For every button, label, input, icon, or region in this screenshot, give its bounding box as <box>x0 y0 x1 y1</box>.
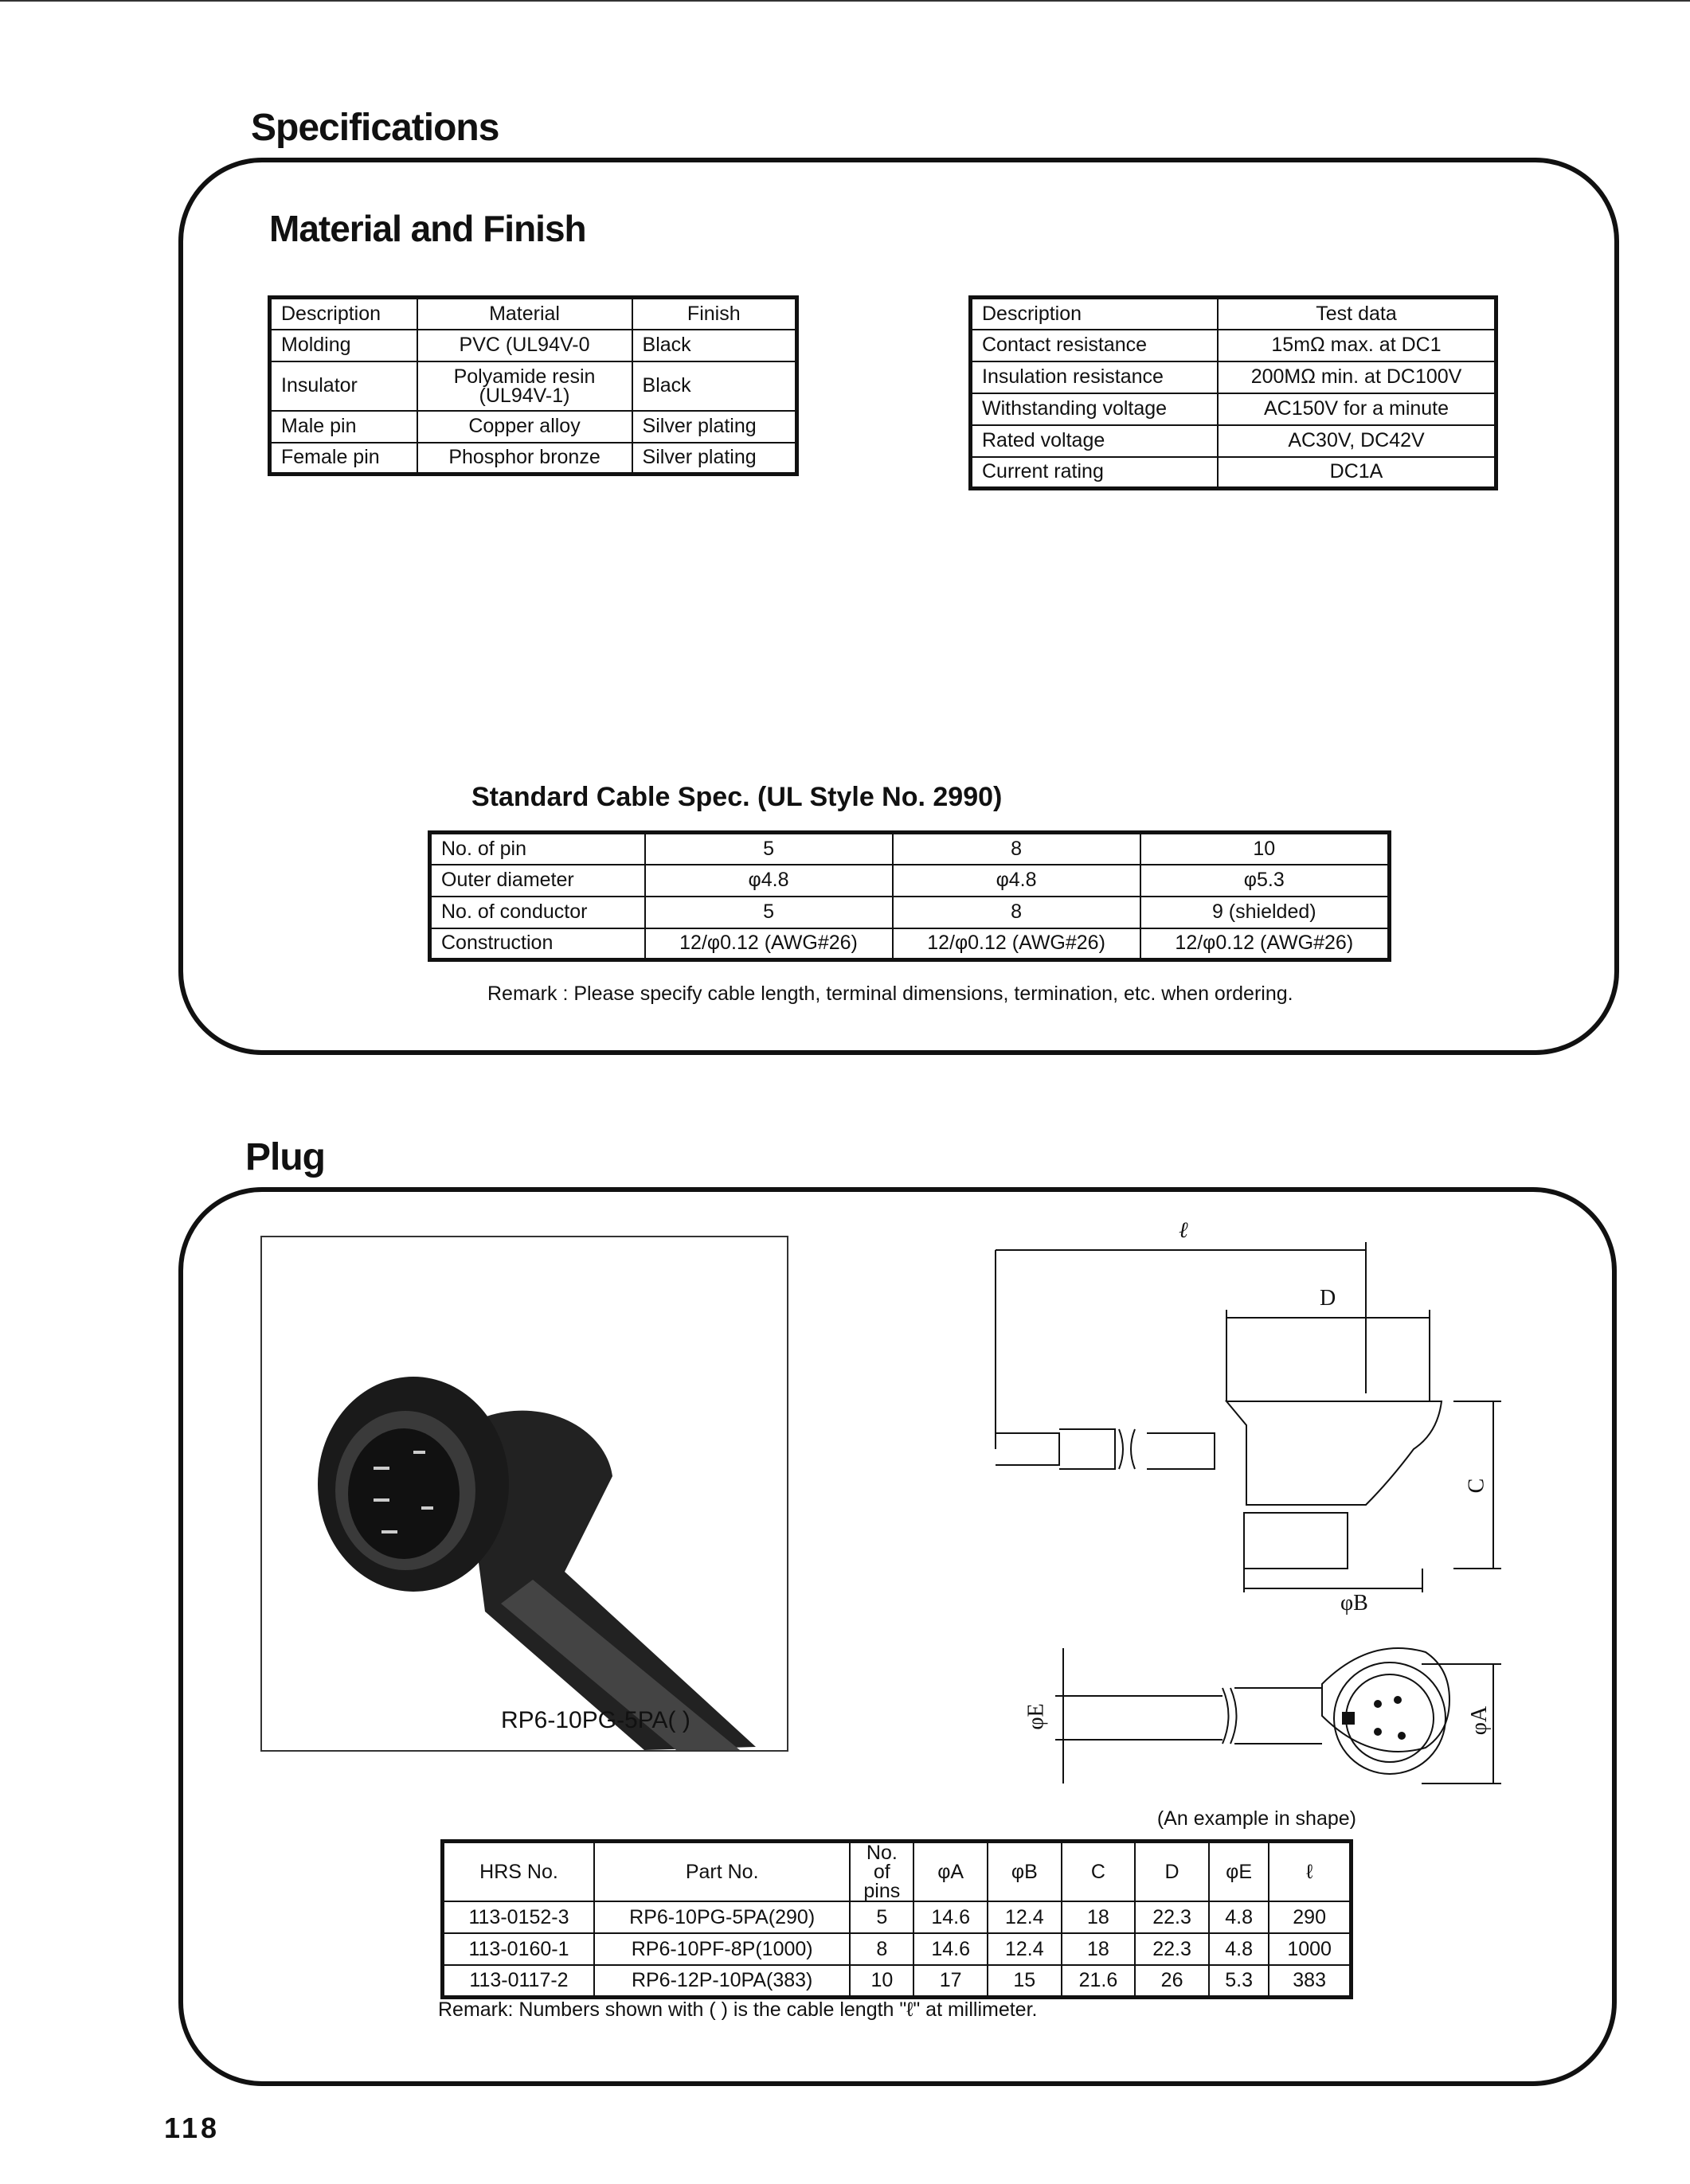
plug-title: Plug <box>245 1136 325 1178</box>
cell: 12/φ0.12 (AWG#26) <box>1140 928 1390 960</box>
cell: 5 <box>645 897 893 928</box>
cell: 15 <box>988 1965 1062 1997</box>
cable-spec-table <box>428 830 1391 962</box>
header-cell: D <box>1135 1842 1209 1902</box>
cell: 5.3 <box>1209 1965 1269 1997</box>
cell: Black <box>632 361 797 411</box>
cell: 5 <box>850 1901 913 1933</box>
header-cell: φE <box>1209 1842 1269 1902</box>
cell: 15mΩ max. at DC1 <box>1218 330 1496 361</box>
table-row <box>270 411 797 443</box>
material-finish-title: Material and Finish <box>269 208 586 249</box>
cell: 9 (shielded) <box>1140 897 1390 928</box>
table-row <box>430 833 1390 865</box>
table-row <box>971 393 1496 425</box>
cell: 5 <box>645 833 893 865</box>
cell: φ4.8 <box>645 865 893 897</box>
cell: Insulation resistance <box>971 361 1219 393</box>
cell: Silver plating <box>632 411 797 443</box>
cell: No. of conductor <box>430 897 645 928</box>
cell: 113-0117-2 <box>443 1965 595 1997</box>
table-row <box>443 1965 1352 1997</box>
page-title: Specifications <box>251 107 499 149</box>
table-row <box>270 330 797 361</box>
cell: 22.3 <box>1135 1933 1209 1965</box>
cell: Female pin <box>270 443 417 475</box>
table-header-row <box>270 298 797 330</box>
table-row <box>971 425 1496 457</box>
cell: RP6-12P-10PA(383) <box>594 1965 850 1997</box>
cell: 290 <box>1269 1901 1351 1933</box>
dimension-drawing <box>976 1218 1509 1799</box>
cell: Polyamide resin (UL94V-1) <box>417 361 632 411</box>
header-cell: HRS No. <box>443 1842 595 1902</box>
header-cell: φB <box>988 1842 1062 1902</box>
dim-label-d: D <box>1320 1286 1336 1311</box>
cell: Black <box>632 330 797 361</box>
cell: Silver plating <box>632 443 797 475</box>
cell: 12.4 <box>988 1901 1062 1933</box>
cell: 12.4 <box>988 1933 1062 1965</box>
cell: φ5.3 <box>1140 865 1390 897</box>
cell: Contact resistance <box>971 330 1219 361</box>
cell: No. of pin <box>430 833 645 865</box>
page-number: 118 <box>164 2112 221 2144</box>
cell: 17 <box>913 1965 988 1997</box>
header-cell: Description <box>971 298 1219 330</box>
cell: 10 <box>1140 833 1390 865</box>
table-header-row <box>443 1842 1352 1902</box>
dim-label-e: φE <box>1023 1703 1049 1730</box>
table-row <box>971 361 1496 393</box>
cell: 18 <box>1062 1901 1136 1933</box>
cell: 8 <box>850 1933 913 1965</box>
cell: 18 <box>1062 1933 1136 1965</box>
cell: RP6-10PG-5PA(290) <box>594 1901 850 1933</box>
cell: Male pin <box>270 411 417 443</box>
material-table <box>268 295 799 476</box>
cell: 8 <box>893 833 1140 865</box>
product-photo-frame <box>260 1236 788 1752</box>
cell: 8 <box>893 897 1140 928</box>
cell: 22.3 <box>1135 1901 1209 1933</box>
connector-outline-drawing <box>976 1218 1509 1799</box>
cell: 12/φ0.12 (AWG#26) <box>893 928 1140 960</box>
cell: Current rating <box>971 457 1219 489</box>
table-row <box>270 443 797 475</box>
dim-label-l: ℓ <box>1179 1218 1188 1243</box>
dim-label-c: C <box>1464 1478 1489 1494</box>
cell: 12/φ0.12 (AWG#26) <box>645 928 893 960</box>
table-row <box>270 361 797 411</box>
cell: 383 <box>1269 1965 1351 1997</box>
table-row <box>430 928 1390 960</box>
cell: 200MΩ min. at DC100V <box>1218 361 1496 393</box>
cell: Molding <box>270 330 417 361</box>
cell: 1000 <box>1269 1933 1351 1965</box>
cable-remark: Remark : Please specify cable length, terminal dimensions, termination, etc. when ordering. <box>487 983 1293 1005</box>
table-row <box>443 1933 1352 1965</box>
cell: Rated voltage <box>971 425 1219 457</box>
cell: Outer diameter <box>430 865 645 897</box>
header-cell: Finish <box>632 298 797 330</box>
cell: 4.8 <box>1209 1901 1269 1933</box>
table-row <box>971 330 1496 361</box>
table-row <box>430 897 1390 928</box>
cell: 26 <box>1135 1965 1209 1997</box>
dim-label-b: φB <box>1340 1591 1368 1616</box>
table-row <box>971 457 1496 489</box>
cell: 113-0152-3 <box>443 1901 595 1933</box>
cell: Withstanding voltage <box>971 393 1219 425</box>
cell: Construction <box>430 928 645 960</box>
cell: Phosphor bronze <box>417 443 632 475</box>
cell: 4.8 <box>1209 1933 1269 1965</box>
header-cell: C <box>1062 1842 1136 1902</box>
plug-remark: Remark: Numbers shown with ( ) is the cable length "ℓ" at millimeter. <box>438 1998 1038 2021</box>
header-cell: No. of pins <box>850 1842 913 1902</box>
cell: 21.6 <box>1062 1965 1136 1997</box>
cell: DC1A <box>1218 457 1496 489</box>
table-header-row <box>971 298 1496 330</box>
header-cell: Description <box>270 298 417 330</box>
header-cell: Test data <box>1218 298 1496 330</box>
cable-spec-title: Standard Cable Spec. (UL Style No. 2990) <box>471 782 1003 812</box>
cell: RP6-10PF-8P(1000) <box>594 1933 850 1965</box>
cell: φ4.8 <box>893 865 1140 897</box>
cell: 10 <box>850 1965 913 1997</box>
header-cell: ℓ <box>1269 1842 1351 1902</box>
cell: PVC (UL94V-0 <box>417 330 632 361</box>
cell: 113-0160-1 <box>443 1933 595 1965</box>
cell: AC150V for a minute <box>1218 393 1496 425</box>
table-row <box>430 865 1390 897</box>
plug-photo-image <box>262 1237 787 1750</box>
dim-label-a: φA <box>1467 1705 1492 1736</box>
cell: Insulator <box>270 361 417 411</box>
header-cell: Material <box>417 298 632 330</box>
header-cell: Part No. <box>594 1842 850 1902</box>
table-row <box>443 1901 1352 1933</box>
cell: 14.6 <box>913 1933 988 1965</box>
plug-parts-table <box>440 1839 1353 1999</box>
cell: Copper alloy <box>417 411 632 443</box>
cell: AC30V, DC42V <box>1218 425 1496 457</box>
example-note: (An example in shape) <box>1156 1807 1356 1830</box>
test-data-table <box>968 295 1498 490</box>
photo-caption: RP6-10PG-5PA( ) <box>501 1707 690 1733</box>
cell: 14.6 <box>913 1901 988 1933</box>
scan-edge-line <box>0 0 1690 2</box>
header-cell: φA <box>913 1842 988 1902</box>
